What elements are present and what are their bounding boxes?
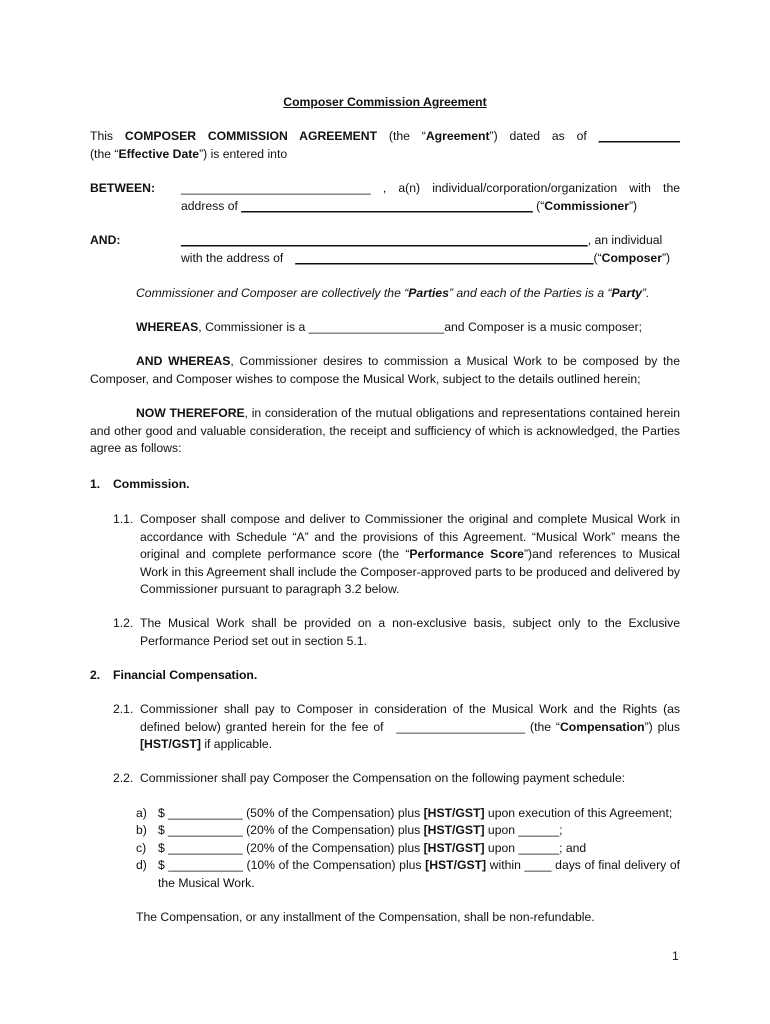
intro-text: ”) dated as of (489, 129, 599, 143)
schedule-text: upon ______; and (484, 841, 587, 855)
now-therefore-paragraph (90, 405, 680, 458)
schedule-item (158, 840, 698, 858)
non-refundable-paragraph: The Compensation, or any installment of the Compensation, shall be non-refundable. (136, 910, 595, 924)
address-blank: ____________________________________________ (295, 250, 594, 265)
name-blank: ____________________________________________________________ (181, 233, 588, 247)
parties-paragraph (136, 285, 696, 303)
schedule-text: $ ___________ (20% of the Compensation) plus (158, 823, 424, 837)
now-therefore-text: , in consideration of the mutual obligations and representations contained herein and other good and valuable consideration, the receipt and sufficiency of which is acknowledged, the Parties agree as follows: (90, 406, 680, 456)
section-number: 2. (90, 668, 101, 682)
parties-text: ” and each of the Parties is a “ (448, 286, 612, 300)
intro-text: ”) is entered into (199, 146, 288, 161)
whereas-heading: WHEREAS (136, 320, 199, 334)
defined-term: Commissioner (544, 198, 629, 213)
clause-text: ”) plus (644, 719, 680, 734)
and-whereas-paragraph (90, 353, 680, 388)
between-block (181, 180, 680, 215)
tax-term: [HST/GST] (140, 737, 201, 752)
schedule-text: $ ___________ (10% of the Compensation) plus (158, 858, 426, 872)
parties-text: ”. (642, 286, 650, 300)
tax-term: [HST/GST] (423, 823, 485, 837)
schedule-item (158, 822, 698, 840)
and-label (90, 232, 120, 250)
intro-text: (the “ (377, 129, 426, 143)
clause-2-1-number: 2.1. (113, 702, 134, 716)
between-text: ”) (628, 198, 638, 213)
defined-term: Composer (601, 250, 662, 265)
section-title: Commission. (113, 477, 190, 491)
section-1-heading (90, 476, 100, 494)
section-2-title (113, 667, 257, 685)
intro-line-1 (90, 128, 680, 146)
schedule-letter: c) (136, 841, 147, 855)
and-text: ”) (661, 250, 671, 265)
section-title: Financial Compensation. (113, 668, 258, 682)
clause-text: ”)and references to Musical Work in this Agreement shall include the Composer-approved parts to be produced and delivered by Commissioner pursuant to paragraph 3.2 below. (140, 547, 680, 597)
schedule-text: within ____ days of final delivery of the Musical Work. (158, 858, 681, 890)
defined-term: Effective Date (118, 146, 200, 161)
clause-1-1-text (140, 511, 680, 599)
defined-term: Performance Score (409, 547, 524, 562)
schedule-item (158, 857, 680, 892)
schedule-letter: d) (136, 858, 147, 872)
tax-term: [HST/GST] (423, 841, 485, 855)
clause-2-2-text: Commissioner shall pay Composer the Compensation on the following payment schedule: (140, 771, 626, 785)
clause-text: (the “ (525, 719, 560, 734)
defined-term: Agreement (425, 129, 490, 143)
between-line-2 (181, 198, 680, 216)
clause-1-2-text: The Musical Work shall be provided on a non-exclusive basis, subject only to the Exclusive Performance Period set out in section 5.1. (140, 616, 680, 648)
clause-1-1-number: 1.1. (113, 512, 134, 526)
clause-text: Composer shall compose and deliver to Commissioner the original and complete Musical Work in accordance with Schedule “A” and the provisions of this Agreement. “Musical Work” means the original and complete performance score (the “ (140, 512, 680, 562)
and-text: with the address of (181, 250, 284, 265)
whereas-heading: AND WHEREAS (136, 354, 231, 368)
and-line-2 (181, 250, 680, 268)
and-line-1 (181, 232, 680, 250)
now-therefore-heading: NOW THEREFORE (136, 406, 245, 420)
schedule-text: upon ______; (484, 823, 563, 837)
whereas-paragraph (136, 319, 696, 337)
tax-term: [HST/GST] (423, 806, 485, 820)
between-label (90, 180, 155, 198)
and-text: (“ (593, 250, 602, 265)
schedule-text: upon execution of this Agreement; (484, 806, 673, 820)
whereas-text: , Commissioner desires to commission a Musical Work to be composed by the Composer, and Composer wishes to compose the Musical Work, subject to the details outlined herein; (90, 354, 680, 386)
clause-1-2-number: 1.2. (113, 616, 134, 630)
intro-text: This (90, 129, 125, 143)
and-label-text: AND: (90, 233, 121, 247)
between-text: address of (181, 198, 242, 213)
between-text: (“ (532, 198, 545, 213)
and-block (181, 232, 680, 267)
document-title: Composer Commission Agreement (283, 95, 487, 109)
whereas-text: , Commissioner is a ____________________and Composer is a music composer; (198, 320, 643, 334)
intro-line-2 (90, 146, 680, 164)
intro-paragraph (90, 128, 680, 163)
clause-text: Commissioner shall pay to Composer in consideration of the Musical Work and the Rights (as defined below) granted herein for the fee of (140, 702, 680, 734)
defined-term: Party (611, 286, 643, 300)
schedule-letter: a) (136, 806, 147, 820)
date-blank: ____________ (598, 129, 680, 143)
agreement-name: COMPOSER COMMISSION AGREEMENT (124, 129, 378, 143)
schedule-text: $ ___________ (50% of the Compensation) plus (158, 806, 424, 820)
section-2-heading (90, 667, 100, 685)
between-line-1: ____________________________ , a(n) individual/corporation/organization with the (181, 181, 680, 195)
schedule-item (158, 805, 698, 823)
address-blank: ___________________________________________ (241, 198, 533, 213)
section-1-title (113, 476, 190, 494)
and-text: , an individual (587, 233, 663, 247)
clause-2-2-number: 2.2. (113, 771, 134, 785)
clause-text: if applicable. (200, 737, 273, 752)
defined-term: Parties (408, 286, 449, 300)
schedule-letter: b) (136, 823, 147, 837)
between-label-text: BETWEEN: (90, 181, 155, 195)
schedule-text: $ ___________ (20% of the Compensation) plus (158, 841, 424, 855)
section-number: 1. (90, 477, 101, 491)
intro-text: (the “ (90, 146, 119, 161)
tax-term: [HST/GST] (425, 858, 487, 872)
defined-term: Compensation (559, 719, 645, 734)
clause-2-1-text (140, 701, 680, 754)
page-number: 1 (672, 949, 679, 963)
fee-blank: ___________________ (396, 719, 526, 734)
parties-text: Commissioner and Composer are collectively the “ (136, 286, 409, 300)
